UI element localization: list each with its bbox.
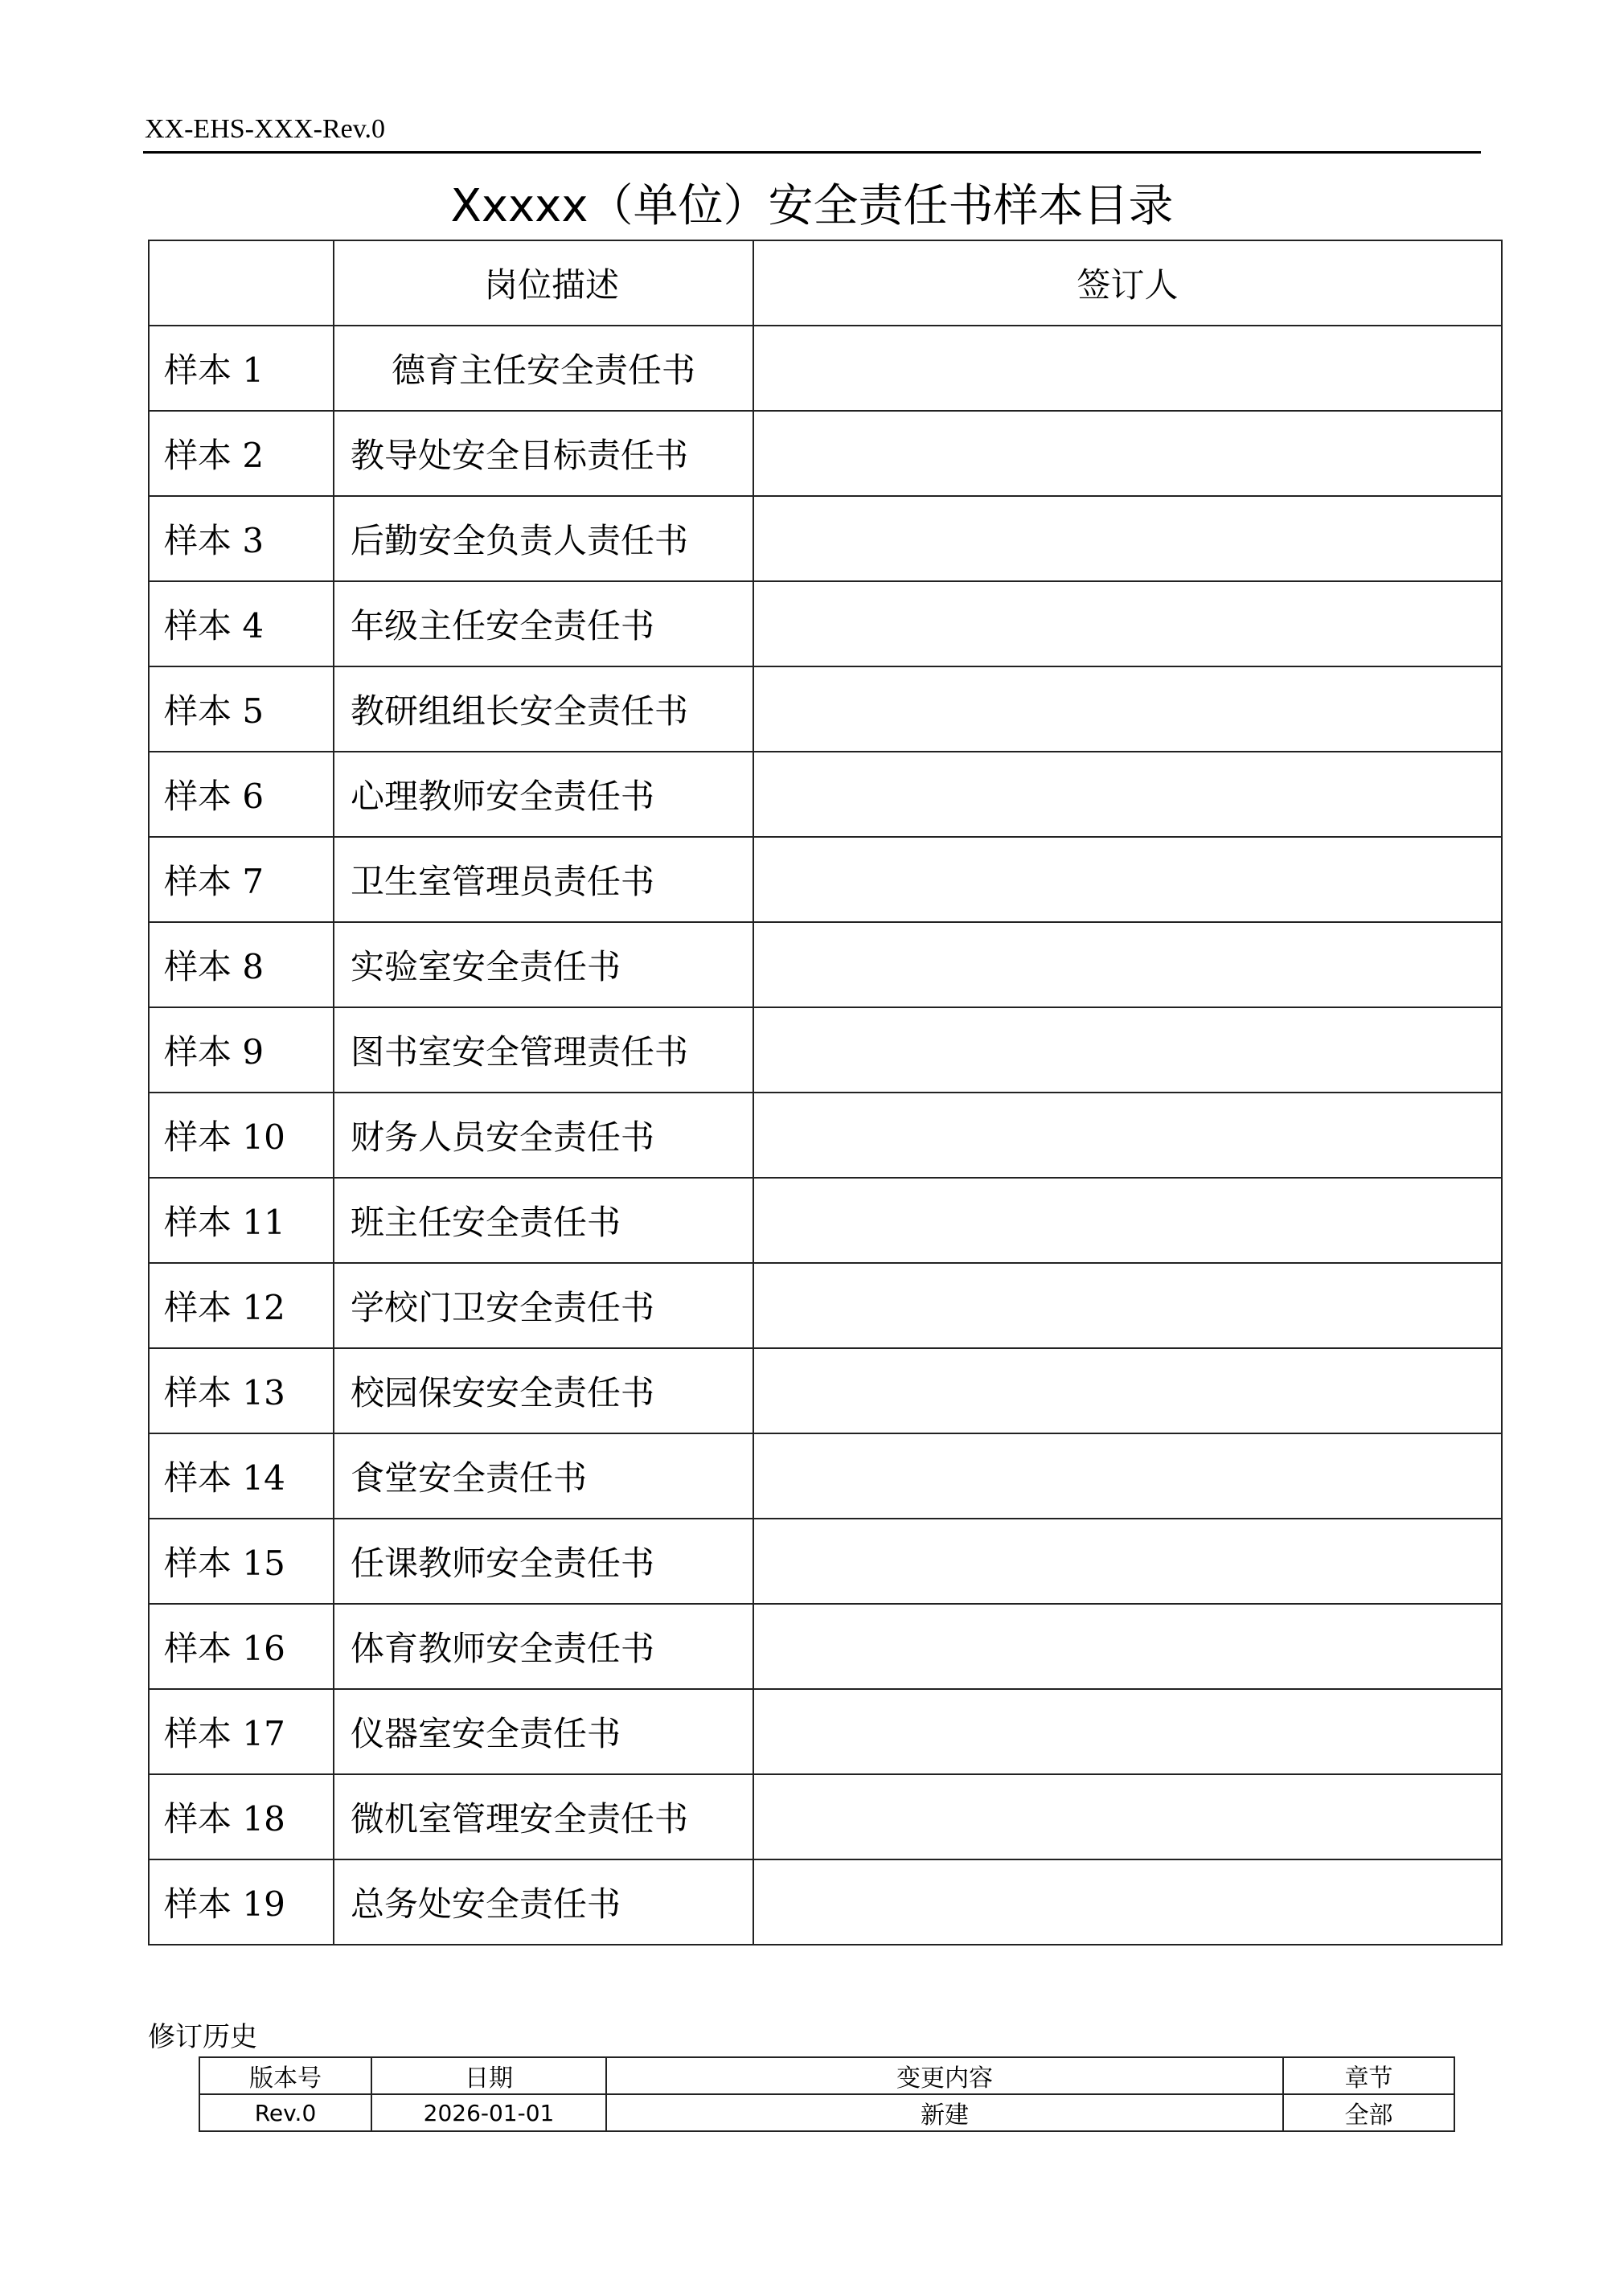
table-row	[149, 666, 1502, 752]
position-description: 财务人员安全责任书	[334, 1093, 753, 1178]
position-description: 心理教师安全责任书	[334, 752, 753, 837]
sample-number: 样本 9	[149, 1007, 334, 1093]
position-description: 教研组组长安全责任书	[334, 666, 753, 752]
signer-cell	[753, 752, 1502, 837]
table-row	[149, 837, 1502, 922]
signer-cell	[753, 922, 1502, 1007]
column-header-change: 变更内容	[606, 2057, 1283, 2094]
table-row	[149, 1689, 1502, 1774]
signer-cell	[753, 411, 1502, 496]
table-header-row	[149, 240, 1502, 326]
column-header-date: 日期	[371, 2057, 606, 2094]
revision-row	[199, 2094, 1454, 2131]
sample-number: 样本 12	[149, 1263, 334, 1348]
table-row	[149, 1604, 1502, 1689]
sample-number: 样本 2	[149, 411, 334, 496]
table-row	[149, 1348, 1502, 1433]
page-title: Xxxxx（单位）安全责任书样本目录	[450, 180, 1174, 232]
position-description: 实验室安全责任书	[334, 922, 753, 1007]
document-code: XX-EHS-XXX-Rev.0	[145, 114, 386, 144]
header-divider	[143, 151, 1481, 154]
table-row	[149, 581, 1502, 666]
table-row	[149, 1774, 1502, 1859]
signer-cell	[753, 326, 1502, 411]
sample-number: 样本 13	[149, 1348, 334, 1433]
sample-number: 样本 11	[149, 1178, 334, 1263]
signer-cell	[753, 1774, 1502, 1859]
position-description: 教导处安全目标责任书	[334, 411, 753, 496]
revision-history-label: 修订历史	[148, 2021, 257, 2053]
table-row	[149, 1859, 1502, 1945]
position-description: 食堂安全责任书	[334, 1433, 753, 1519]
signer-cell	[753, 1348, 1502, 1433]
table-row	[149, 1178, 1502, 1263]
sample-catalog-table	[148, 240, 1503, 1945]
sample-number: 样本 15	[149, 1519, 334, 1604]
sample-number: 样本 10	[149, 1093, 334, 1178]
position-description: 图书室安全管理责任书	[334, 1007, 753, 1093]
signer-cell	[753, 1178, 1502, 1263]
signer-cell	[753, 1093, 1502, 1178]
revision-section: 全部	[1283, 2094, 1454, 2131]
sample-number: 样本 1	[149, 326, 334, 411]
position-description: 后勤安全负责人责任书	[334, 496, 753, 581]
signer-cell	[753, 1859, 1502, 1945]
table-row	[149, 1433, 1502, 1519]
position-description: 微机室管理安全责任书	[334, 1774, 753, 1859]
revision-history-table	[199, 2056, 1455, 2132]
sample-number: 样本 16	[149, 1604, 334, 1689]
position-description: 体育教师安全责任书	[334, 1604, 753, 1689]
sample-number: 样本 8	[149, 922, 334, 1007]
position-description: 班主任安全责任书	[334, 1178, 753, 1263]
revision-version: Rev.0	[199, 2094, 371, 2131]
table-row	[149, 411, 1502, 496]
column-header-version: 版本号	[199, 2057, 371, 2094]
table-row	[149, 326, 1502, 411]
position-description: 学校门卫安全责任书	[334, 1263, 753, 1348]
signer-cell	[753, 1604, 1502, 1689]
table-row	[149, 1519, 1502, 1604]
signer-cell	[753, 837, 1502, 922]
sample-number: 样本 4	[149, 581, 334, 666]
position-description: 总务处安全责任书	[334, 1859, 753, 1945]
position-description: 德育主任安全责任书	[334, 326, 753, 411]
column-header-signer: 签订人	[753, 240, 1502, 326]
sample-number: 样本 14	[149, 1433, 334, 1519]
revision-header-row	[199, 2057, 1454, 2094]
signer-cell	[753, 1263, 1502, 1348]
position-description: 卫生室管理员责任书	[334, 837, 753, 922]
table-row	[149, 752, 1502, 837]
position-description: 年级主任安全责任书	[334, 581, 753, 666]
sample-number: 样本 5	[149, 666, 334, 752]
signer-cell	[753, 496, 1502, 581]
signer-cell	[753, 1433, 1502, 1519]
sample-number: 样本 18	[149, 1774, 334, 1859]
column-header-section: 章节	[1283, 2057, 1454, 2094]
sample-number: 样本 17	[149, 1689, 334, 1774]
signer-cell	[753, 1689, 1502, 1774]
signer-cell	[753, 581, 1502, 666]
table-row	[149, 1007, 1502, 1093]
sample-number: 样本 7	[149, 837, 334, 922]
revision-change: 新建	[606, 2094, 1283, 2131]
table-row	[149, 922, 1502, 1007]
column-header	[149, 240, 334, 326]
signer-cell	[753, 666, 1502, 752]
position-description: 校园保安安全责任书	[334, 1348, 753, 1433]
sample-number: 样本 19	[149, 1859, 334, 1945]
signer-cell	[753, 1007, 1502, 1093]
signer-cell	[753, 1519, 1502, 1604]
position-description: 任课教师安全责任书	[334, 1519, 753, 1604]
position-description: 仪器室安全责任书	[334, 1689, 753, 1774]
revision-date: 2026-01-01	[371, 2094, 606, 2131]
sample-number: 样本 3	[149, 496, 334, 581]
table-row	[149, 1263, 1502, 1348]
table-row	[149, 496, 1502, 581]
sample-number: 样本 6	[149, 752, 334, 837]
table-row	[149, 1093, 1502, 1178]
column-header-position: 岗位描述	[334, 240, 753, 326]
